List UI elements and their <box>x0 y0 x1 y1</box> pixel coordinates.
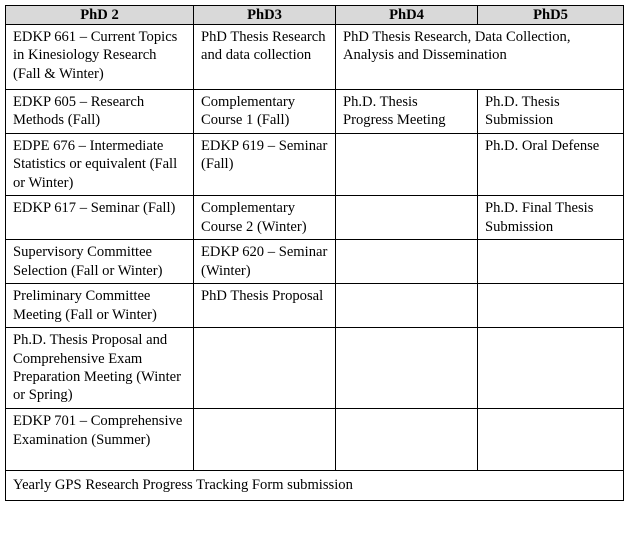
cell-phd2: Ph.D. Thesis Proposal and Comprehensive Exam Preparation Meeting (Winter or Spring) <box>6 328 194 409</box>
cell-phd2: EDPE 676 – Intermediate Statistics or equivalent (Fall or Winter) <box>6 134 194 196</box>
footer-row <box>6 471 624 500</box>
cell-phd4: Ph.D. Thesis Progress Meeting <box>336 90 478 134</box>
cell-phd2: EDKP 605 – Research Methods (Fall) <box>6 90 194 134</box>
cell-phd3 <box>194 409 336 471</box>
cell-phd5: Ph.D. Thesis Submission <box>478 90 624 134</box>
header-phd4: PhD4 <box>336 6 478 25</box>
cell-phd4 <box>336 328 478 409</box>
cell-phd2: EDKP 701 – Comprehensive Examination (Summer) <box>6 409 194 471</box>
cell-phd5 <box>478 240 624 284</box>
header-phd5: PhD5 <box>478 6 624 25</box>
cell-phd3: Complementary Course 1 (Fall) <box>194 90 336 134</box>
table-row <box>6 25 624 90</box>
table-row <box>6 328 624 409</box>
table-row <box>6 196 624 240</box>
program-timeline-table <box>5 5 624 501</box>
cell-phd2: EDKP 617 – Seminar (Fall) <box>6 196 194 240</box>
table-row <box>6 90 624 134</box>
footer-note: Yearly GPS Research Progress Tracking Form submission <box>6 471 624 500</box>
cell-phd4 <box>336 196 478 240</box>
cell-phd3: Complementary Course 2 (Winter) <box>194 196 336 240</box>
cell-phd4 <box>336 240 478 284</box>
header-phd3: PhD3 <box>194 6 336 25</box>
table-row <box>6 409 624 471</box>
cell-phd5: Ph.D. Final Thesis Submission <box>478 196 624 240</box>
cell-phd2: EDKP 661 – Current Topics in Kinesiology Research (Fall & Winter) <box>6 25 194 90</box>
cell-phd3: PhD Thesis Research and data collection <box>194 25 336 90</box>
cell-phd5: Ph.D. Oral Defense <box>478 134 624 196</box>
cell-phd3: EDKP 619 – Seminar (Fall) <box>194 134 336 196</box>
table-row <box>6 284 624 328</box>
cell-phd4 <box>336 409 478 471</box>
cell-phd2: Supervisory Committee Selection (Fall or Winter) <box>6 240 194 284</box>
cell-phd4-phd5: PhD Thesis Research, Data Collection, Analysis and Dissemination <box>336 25 624 90</box>
cell-phd5 <box>478 284 624 328</box>
cell-phd2: Preliminary Committee Meeting (Fall or Winter) <box>6 284 194 328</box>
header-phd2: PhD 2 <box>6 6 194 25</box>
table-row <box>6 240 624 284</box>
table-row <box>6 134 624 196</box>
cell-phd5 <box>478 328 624 409</box>
cell-phd4 <box>336 284 478 328</box>
cell-phd5 <box>478 409 624 471</box>
header-row <box>6 6 624 25</box>
cell-phd3 <box>194 328 336 409</box>
cell-phd3: EDKP 620 – Seminar (Winter) <box>194 240 336 284</box>
cell-phd3: PhD Thesis Proposal <box>194 284 336 328</box>
cell-phd4 <box>336 134 478 196</box>
